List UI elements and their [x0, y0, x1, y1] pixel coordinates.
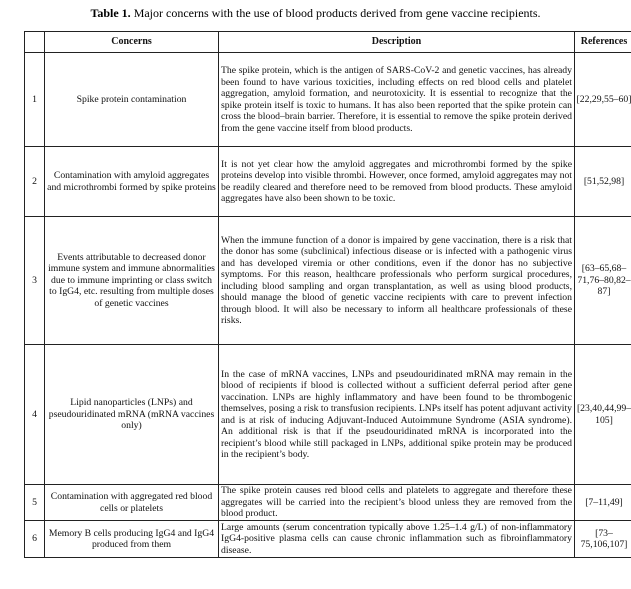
row-description: The spike protein causes red blood cells and platelets to aggregate and therefore these aggregates will be carried into the recipient’s blood unless they are removed from the blood product. — [219, 485, 575, 521]
row-concern: Spike protein contamination — [45, 53, 219, 147]
row-description: It is not yet clear how the amyloid aggregates and microthrombi formed by the spike proteins develop into visible thrombi. However, once formed, amyloid aggregates may not be readily cleared and therefore need to be removed from blood products. These amyloid aggregates have also been shown to be toxic. — [219, 147, 575, 217]
row-number: 4 — [25, 345, 45, 485]
row-references: [73–75,106,107] — [575, 521, 631, 558]
row-references: [7–11,49] — [575, 485, 631, 521]
row-description: In the case of mRNA vaccines, LNPs and pseudouridinated mRNA may remain in the blood of recipients if blood is collected without a sufficient deferral period after gene vaccination. LNPs are highly inflammatory and have been found to be thrombogenic themselves, posing a risk to transfusion recipients. LNPs itself has potent adjuvant activity and is at risk of inducing Adjuvant-Induced Autoimmune Syndrome (ASIA syndrome). An additional risk is that if the pseudouridinated mRNA is incorporated into the recipient’s blood while still packaged in LNPs, additional spike protein may be produced in the recipient’s body. — [219, 345, 575, 485]
row-description: Large amounts (serum concentration typically above 1.25–1.4 g/L) of non-inflammatory IgG4-positive plasma cells can cause chronic inflammation such as fibroinflammatory disease. — [219, 521, 575, 558]
header-references: References — [575, 32, 631, 53]
row-concern: Lipid nanoparticles (LNPs) and pseudouridinated mRNA (mRNA vaccines only) — [45, 345, 219, 485]
row-references: [51,52,98] — [575, 147, 631, 217]
header-concerns: Concerns — [45, 32, 219, 53]
row-concern: Events attributable to decreased donor immune system and immune abnormalities due to immune imprinting or class switch to IgG4, etc. resulting from multiple doses of genetic vaccines — [45, 217, 219, 345]
header-row — [25, 32, 631, 53]
row-concern: Contamination with aggregated red blood cells or platelets — [45, 485, 219, 521]
row-references: [63–65,68–71,76–80,82–87] — [575, 217, 631, 345]
row-references: [23,40,44,99–105] — [575, 345, 631, 485]
header-description: Description — [219, 32, 575, 53]
table-caption-label: Table 1. — [90, 6, 131, 20]
table-row — [25, 345, 631, 485]
row-number: 3 — [25, 217, 45, 345]
row-number: 1 — [25, 53, 45, 147]
header-index — [25, 32, 45, 53]
row-description: When the immune function of a donor is impaired by gene vaccination, there is a risk that the donor has some (subclinical) infectious disease or is infected with a pathogenic virus and has developed viremia or other conditions, even if the donor has no subjective symptoms. For this reason, healthcare professionals who perform surgical procedures, including blood sampling and organ transplantation, as well as using blood products, should manage the blood of genetic vaccine recipients with care to prevent infection through blood. It will also be necessary to inform all healthcare professionals of these risks. — [219, 217, 575, 345]
concerns-table — [24, 31, 631, 558]
table-row — [25, 485, 631, 521]
row-references: [22,29,55–60] — [575, 53, 631, 147]
table-row — [25, 53, 631, 147]
table-caption-text: Major concerns with the use of blood products derived from gene vaccine recipients. — [133, 6, 541, 20]
row-number: 6 — [25, 521, 45, 558]
table-row — [25, 521, 631, 558]
row-concern: Memory B cells producing IgG4 and IgG4 produced from them — [45, 521, 219, 558]
table-row — [25, 217, 631, 345]
row-number: 2 — [25, 147, 45, 217]
row-number: 5 — [25, 485, 45, 521]
table-row — [25, 147, 631, 217]
row-description: The spike protein, which is the antigen of SARS-CoV-2 and genetic vaccines, has already been found to have various toxicities, including effects on red blood cells and platelet aggregation, amyloid formation, and neurotoxicity. It is essential to recognize that the spike protein itself is toxic to humans. It has also been reported that the spike protein can cross the blood–brain barrier. Therefore, it is essential to remove the spike protein derived from the gene vaccine itself from blood products. — [219, 53, 575, 147]
row-concern: Contamination with amyloid aggregates and microthrombi formed by spike proteins — [45, 147, 219, 217]
table-caption — [0, 6, 631, 21]
